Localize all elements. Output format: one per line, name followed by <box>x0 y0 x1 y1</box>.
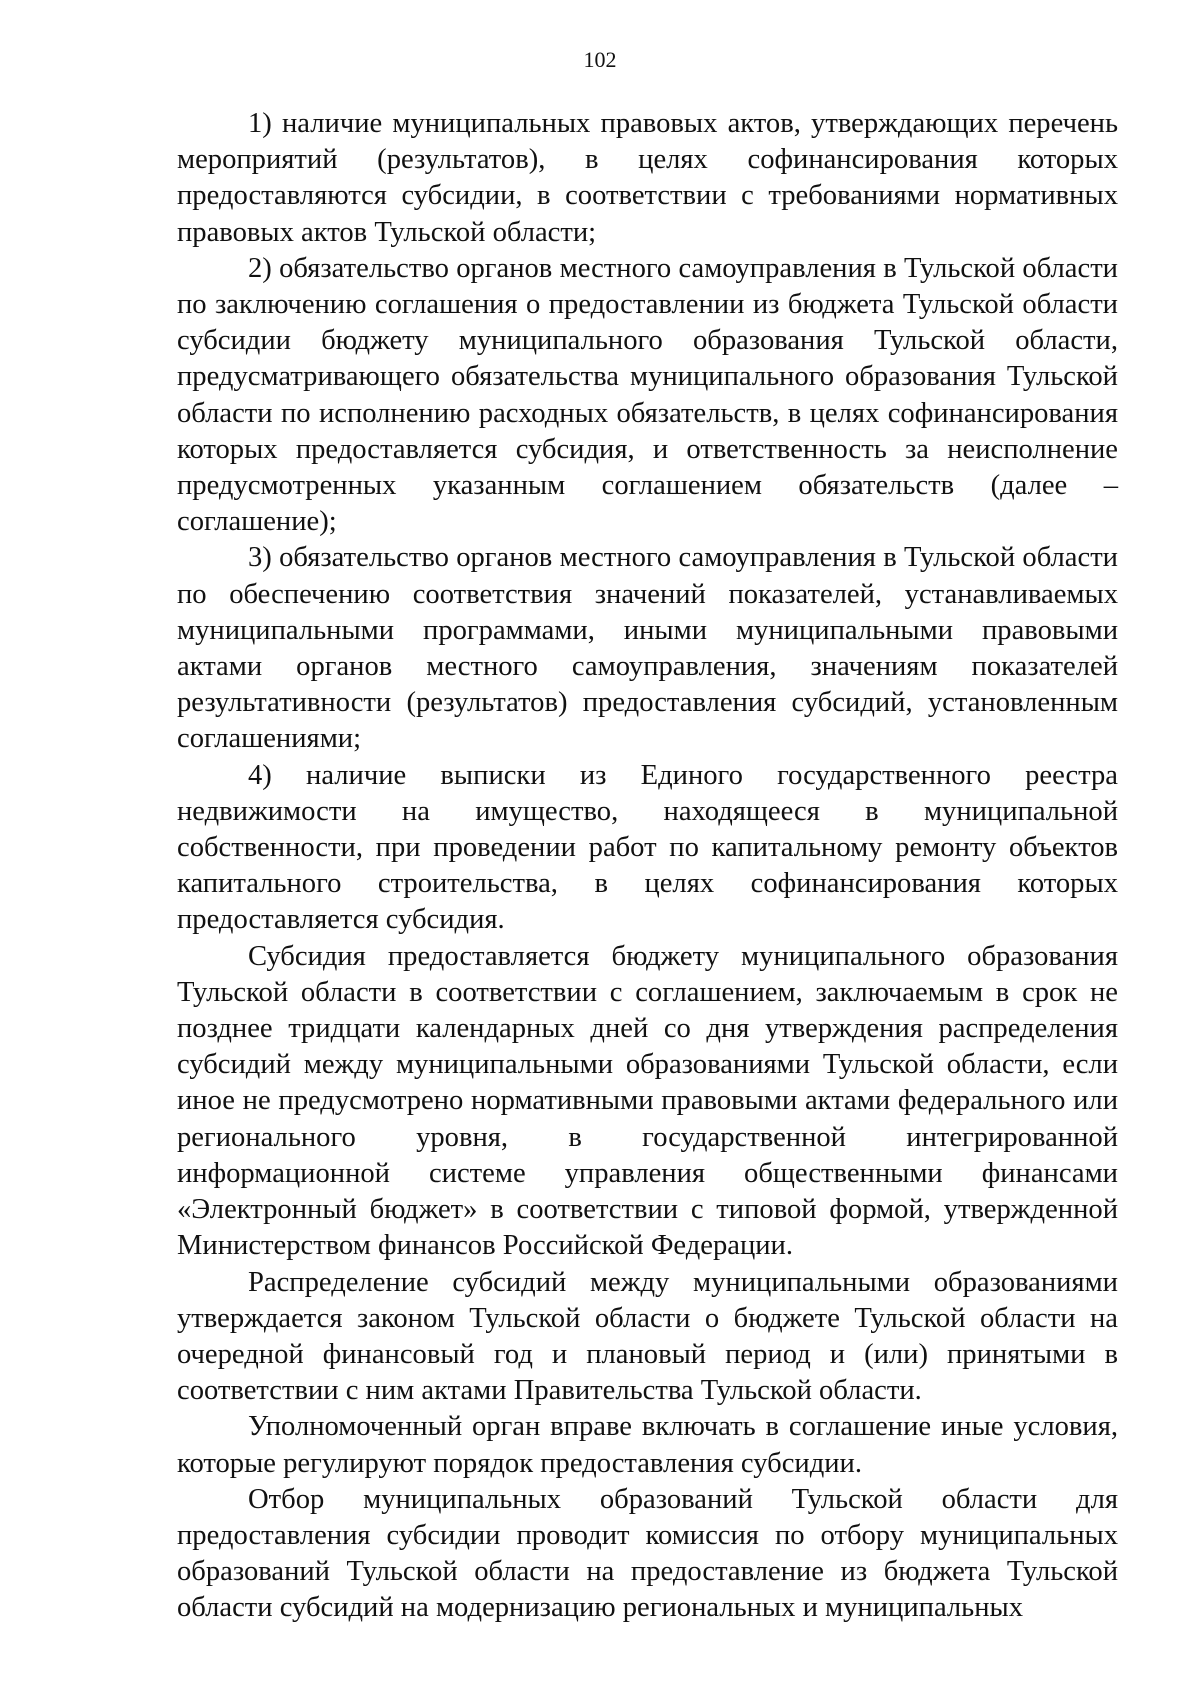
paragraph-item-4: 4) наличие выписки из Единого государственного реестра недвижимости на имущество, находящееся в муниципальной собственности, при проведении работ по капитальному ремонту объектов капитального строительства, в целях софинансирования которых предоставляется субсидия. <box>177 759 1118 936</box>
page-number: 102 <box>583 47 617 72</box>
paragraph-distribution: Распределение субсидий между муниципальными образованиями утверждается законом Тульской области о бюджете Тульской области на очередной финансовый год и плановый период и (или) принятыми в соответствии с ним актами Правительства Тульской области. <box>177 1266 1118 1407</box>
document-body <box>177 106 1118 1627</box>
paragraph-item-3: 3) обязательство органов местного самоуправления в Тульской области по обеспечению соответствия значений показателей, устанавливаемых муниципальными программами, иными муниципальными правовыми актами органов местного самоуправления, значениям показателей результативности (результатов) предоставления субсидий, установленным соглашениями; <box>177 542 1118 755</box>
paragraph-item-2: 2) обязательство органов местного самоуправления в Тульской области по заключению соглашения о предоставлении из бюджета Тульской области субсидии бюджету муниципального образования Тульской области, предусматривающего обязательства муниципального образования Тульской области по исполнению расходных обязательств, в целях софинансирования которых предоставляется субсидия, и ответственность за неисполнение предусмотренных указанным соглашением обязательств (далее – соглашение); <box>177 252 1118 538</box>
paragraph-item-1: 1) наличие муниципальных правовых актов, утверждающих перечень мероприятий (результатов), в целях софинансирования которых предоставляются субсидии, в соответствии с требованиями нормативных правовых актов Тульской области; <box>177 108 1118 248</box>
paragraph-subsidy-agreement: Субсидия предоставляется бюджету муниципального образования Тульской области в соответствии с соглашением, заключаемым в срок не позднее тридцати календарных дней со дня утверждения распределения субсидий между муниципальными образованиями Тульской области, если иное не предусмотрено нормативными правовыми актами федерального или регионального уровня, в государственной интегрированной информационной системе управления общественными финансами «Электронный бюджет» в соответствии с типовой формой, утвержденной Министерством финансов Российской Федерации. <box>177 940 1118 1262</box>
paragraph-selection: Отбор муниципальных образований Тульской области для предоставления субсидии проводит комиссия по отбору муниципальных образований Тульской области на предоставление из бюджета Тульской области субсидий на модернизацию региональных и муниципальных <box>177 1483 1118 1624</box>
paragraph-authorized-body: Уполномоченный орган вправе включать в соглашение иные условия, которые регулируют порядок предоставления субсидии. <box>177 1411 1118 1479</box>
